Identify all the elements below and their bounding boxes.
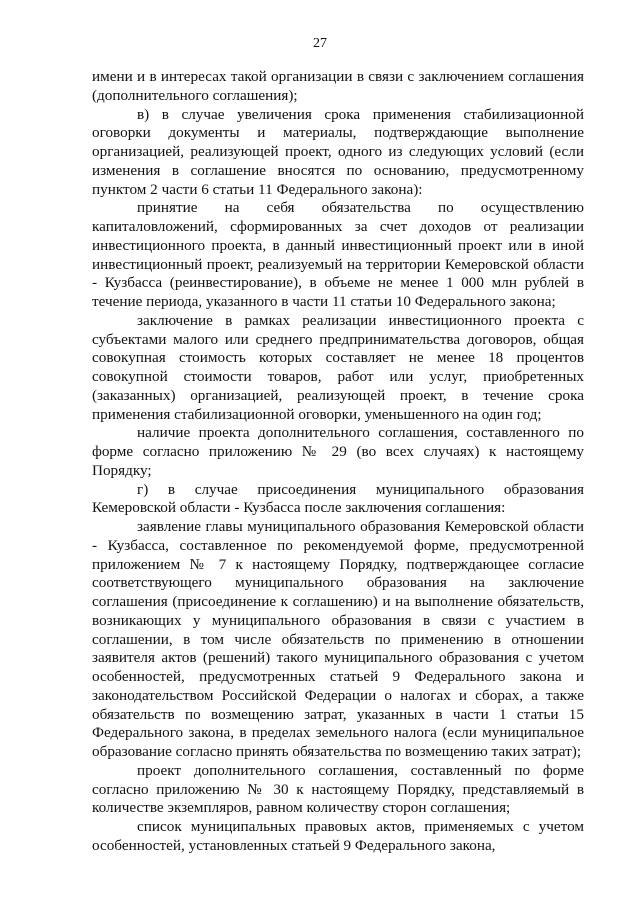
document-body bbox=[92, 68, 584, 856]
paragraph-4: заключение в рамках реализации инвестиционного проекта с субъектами малого или среднего предпринимательства договоров, общая совокупная стоимость которых составляет не менее 18 процентов совокупной стоимости товаров, работ или услуг, приобретенных (заказанных) организацией, реализующей проект, в течение срока применения стабилизационной оговорки, уменьшенного на один год; bbox=[92, 311, 584, 423]
page-number: 27 bbox=[313, 36, 327, 51]
paragraph-2: в) в случае увеличения срока применения стабилизационной оговорки документы и материалы, подтверждающие выполнение организацией, реализующей проект, одного из следующих условий (если изменения в соглашение вносятся по основанию, предусмотренному пунктом 2 части 6 статьи 11 Федерального закона): bbox=[92, 105, 584, 198]
paragraph-6: г) в случае присоединения муниципального образования Кемеровской области - Кузбасса после заключения соглашения: bbox=[92, 480, 584, 517]
paragraph-1: имени и в интересах такой организации в связи с заключением соглашения (дополнительного соглашения); bbox=[92, 68, 584, 104]
paragraph-7: заявление главы муниципального образования Кемеровской области - Кузбасса, составленное по рекомендуемой форме, предусмотренной приложением № 7 к настоящему Порядку, подтверждающее согласие соответствующего муниципального образования на заключение соглашения (присоединение к соглашению) и на выполнение обязательств, возникающих у муниципального образования в связи с участием в соглашении, в том числе обязательств по применению в отношении заявителя актов (решений) такого муниципального образования с учетом особенностей, предусмотренных статьей 9 Федерального закона и законодательством Российской Федерации о налогах и сборах, а также обязательств по возмещению затрат, указанных в части 1 статьи 15 Федерального закона, в пределах земельного налога (если муниципальное образование согласно принять обязательства по возмещению таких затрат); bbox=[92, 518, 584, 760]
paragraph-5: наличие проекта дополнительного соглашения, составленного по форме согласно приложению № 29 (во всех случаях) к настоящему Порядку; bbox=[92, 424, 584, 479]
paragraph-8: проект дополнительного соглашения, составленный по форме согласно приложению № 30 к настоящему Порядку, представляемый в количестве экземпляров, равном количеству сторон соглашения; bbox=[92, 761, 584, 817]
paragraph-9: список муниципальных правовых актов, применяемых с учетом особенностей, установленных статьей 9 Федерального закона, bbox=[92, 818, 584, 854]
paragraph-3: принятие на себя обязательства по осуществлению капиталовложений, сформированных за счет доходов от реализации инвестиционного проекта, в данный инвестиционный проект или в иной инвестиционный проект, реализуемый на территории Кемеровской области - Кузбасса (реинвестирование), в объеме не менее 1 000 млн рублей в течение периода, указанного в части 11 статьи 10 Федерального закона; bbox=[92, 199, 584, 310]
